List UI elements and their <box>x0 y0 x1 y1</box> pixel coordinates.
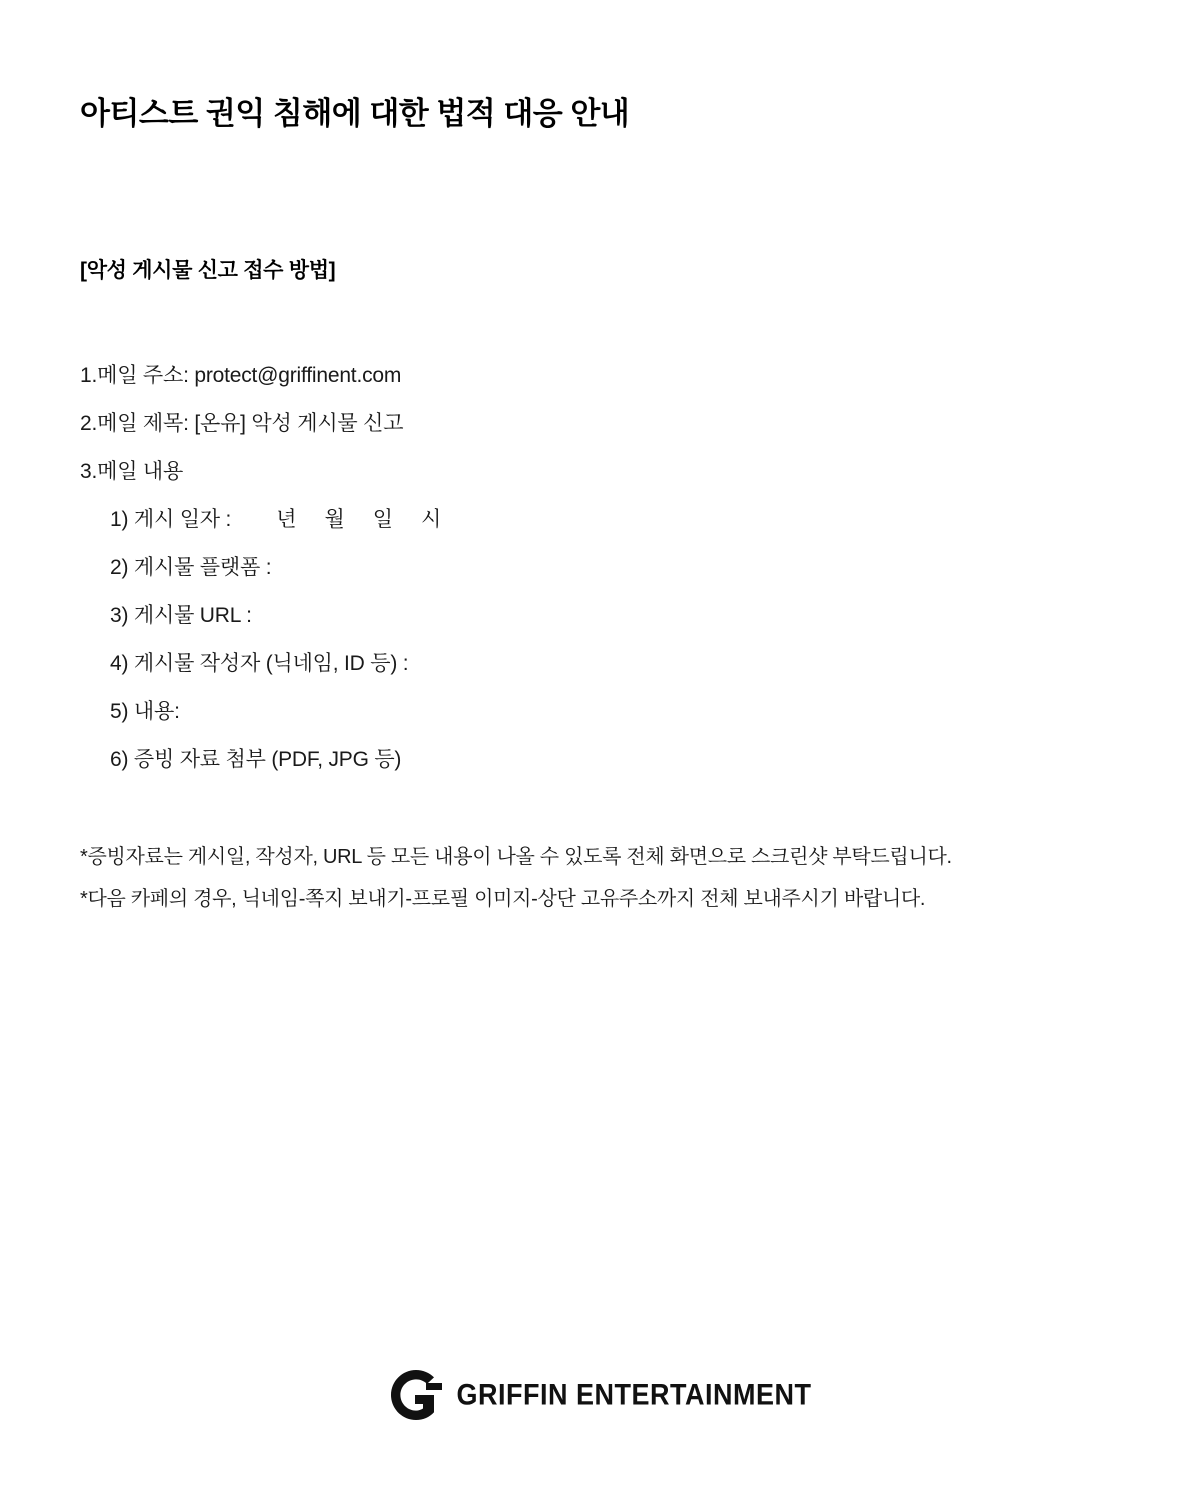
griffin-g-mark-icon <box>389 1368 443 1422</box>
page-title: 아티스트 권익 침해에 대한 법적 대응 안내 <box>80 96 630 131</box>
list-item: 1.메일 주소: protect@griffinent.com <box>80 364 402 387</box>
section-heading: [악성 게시물 신고 접수 방법] <box>80 259 336 282</box>
note-item: *다음 카페의 경우, 닉네임-쪽지 보내기-프로필 이미지-상단 고유주소까지 전체 보내주시기 바랍니다. <box>80 888 926 910</box>
list-item: 2) 게시물 플랫폼 : <box>110 556 272 579</box>
logo-wordmark: GRIFFIN ENTERTAINMENT <box>456 1378 812 1411</box>
notes-list <box>80 836 1140 920</box>
list-item: 3) 게시물 URL : <box>110 604 252 627</box>
steps-list <box>80 352 1120 784</box>
list-item: 3.메일 내용 <box>80 460 184 483</box>
list-item: 2.메일 제목: [온유] 악성 게시물 신고 <box>80 412 404 435</box>
list-item: 1) 게시 일자 : 년 월 일 시 <box>110 508 442 531</box>
list-item: 6) 증빙 자료 첨부 (PDF, JPG 등) <box>110 748 402 771</box>
list-item: 5) 내용: <box>110 700 180 723</box>
list-item: 4) 게시물 작성자 (닉네임, ID 등) : <box>110 652 409 675</box>
footer-logo <box>0 1368 1200 1422</box>
note-item: *증빙자료는 게시일, 작성자, URL 등 모든 내용이 나올 수 있도록 전체 화면으로 스크린샷 부탁드립니다. <box>80 846 952 868</box>
